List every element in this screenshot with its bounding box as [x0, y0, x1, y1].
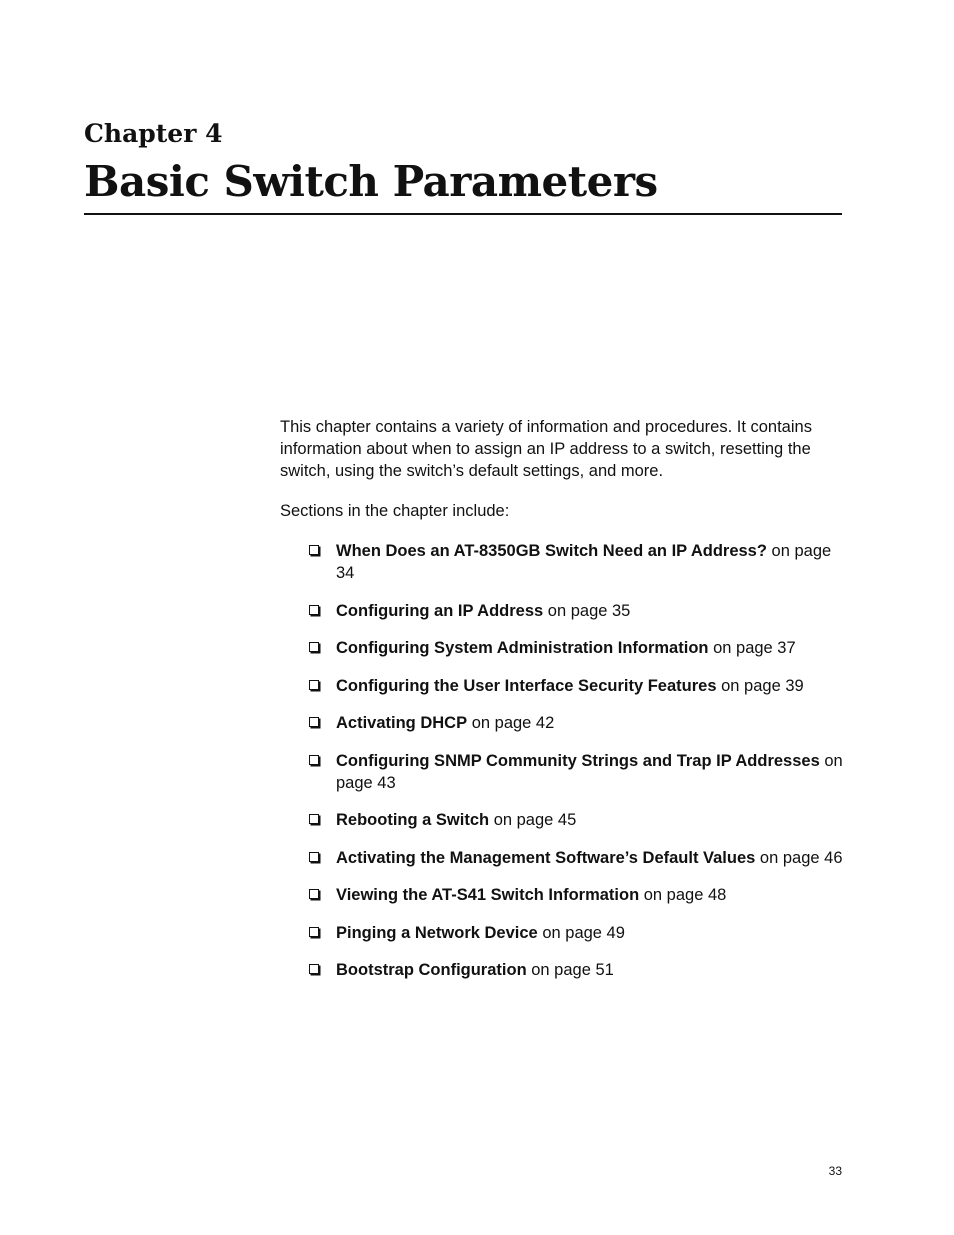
- list-item: [308, 675, 848, 697]
- section-link[interactable]: When Does an AT-8350GB Switch Need an IP Address?: [336, 542, 767, 560]
- chapter-title: Basic Switch Parameters: [84, 157, 658, 206]
- checkbox-icon: [309, 964, 319, 974]
- title-rule: [84, 213, 842, 215]
- section-link[interactable]: Configuring an IP Address: [336, 601, 544, 620]
- section-link[interactable]: Bootstrap Configuration: [336, 961, 527, 979]
- list-item: [308, 884, 848, 906]
- page-ref: on page 45: [493, 811, 577, 829]
- checkbox-icon: [309, 642, 319, 652]
- checkbox-icon: [309, 755, 319, 765]
- list-item: [308, 922, 848, 944]
- section-link[interactable]: Configuring System Administration Information: [336, 639, 709, 657]
- page-ref: on page 51: [531, 961, 614, 979]
- list-item: [308, 750, 848, 794]
- checkbox-icon: [309, 545, 319, 555]
- checkbox-icon: [309, 814, 319, 824]
- list-item: [308, 847, 848, 869]
- checkbox-icon: [309, 852, 319, 862]
- page-ref: on page 39: [721, 676, 804, 695]
- page-ref: on page 42: [471, 714, 555, 732]
- section-list: [308, 540, 848, 997]
- list-item: [308, 959, 848, 981]
- list-item: [308, 540, 848, 584]
- list-item: [308, 637, 848, 659]
- section-link[interactable]: Activating DHCP: [336, 714, 468, 732]
- page-ref: on page 43: [336, 751, 843, 792]
- intro-paragraph: This chapter contains a variety of information and procedures. It contains information about when to assign an IP address to a switch, resetting the switch, using the switch’s default settings, and more.: [280, 418, 812, 480]
- section-link[interactable]: Pinging a Network Device: [336, 923, 538, 942]
- list-item: [308, 712, 848, 734]
- checkbox-icon: [309, 927, 319, 937]
- section-link[interactable]: Activating the Management Software’s Default Values: [336, 848, 756, 867]
- section-link[interactable]: Viewing the AT-S41 Switch Information: [336, 886, 640, 904]
- page-ref: on page 37: [713, 639, 796, 657]
- list-item: [308, 600, 848, 622]
- page-ref: on page 48: [643, 886, 727, 904]
- page-number: 33: [828, 1164, 842, 1178]
- checkbox-icon: [309, 605, 319, 615]
- sections-lead: Sections in the chapter include:: [280, 502, 510, 520]
- checkbox-icon: [309, 889, 319, 899]
- page-ref: on page 35: [547, 601, 631, 620]
- chapter-label: Chapter 4: [84, 119, 223, 148]
- page-ref: on page 34: [336, 542, 832, 582]
- section-link[interactable]: Rebooting a Switch: [336, 811, 490, 829]
- list-item: [308, 809, 848, 831]
- page-ref: on page 49: [542, 923, 625, 942]
- checkbox-icon: [309, 680, 319, 690]
- checkbox-icon: [309, 717, 319, 727]
- section-link[interactable]: Configuring SNMP Community Strings and Trap IP Addresses: [336, 751, 820, 770]
- page-ref: on page 46: [759, 848, 843, 867]
- section-link[interactable]: Configuring the User Interface Security Features: [336, 676, 717, 695]
